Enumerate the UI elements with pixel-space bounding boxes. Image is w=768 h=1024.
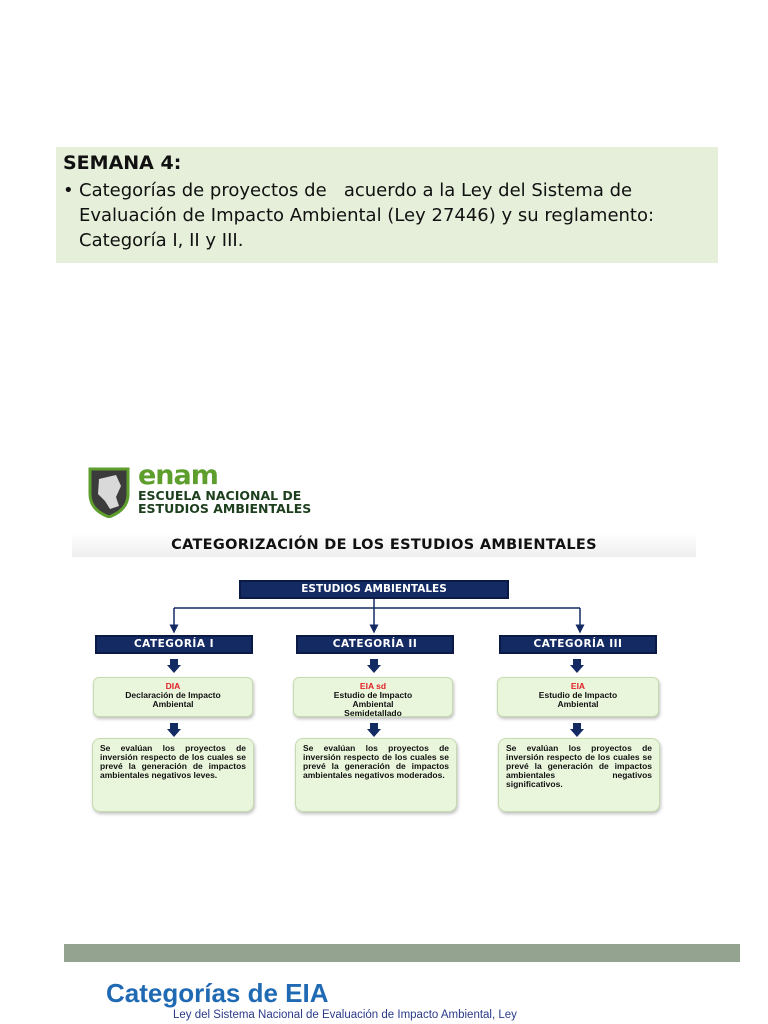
down-arrow-icon [367,723,381,737]
logo-school-name [138,489,311,515]
category-3-header: CATEGORÍA III [499,635,657,654]
category-2-description: Se evalúan los proyectos de inversión respecto de los cuales se prevé la generación de impactos ambientales negativos moderados. [295,738,457,812]
category-3-code: EIA [570,681,586,691]
down-arrow-icon [167,659,181,673]
down-arrow-icon [167,723,181,737]
category-1-name: Declaración de Impacto Ambiental [125,690,221,709]
category-3-study-box [497,677,659,717]
category-2-code: EIA sd [359,681,387,691]
category-1-description: Se evalúan los proyectos de inversión respecto de los cuales se prevé la generación de impactos ambientales negativos leves. [92,738,254,812]
enam-logo [86,462,386,522]
down-arrow-icon [570,659,584,673]
category-3-name: Estudio de Impacto Ambiental [538,690,618,709]
diagram-title: CATEGORIZACIÓN DE LOS ESTUDIOS AMBIENTALES [72,533,696,557]
down-arrow-icon [570,723,584,737]
footer-divider-bar [64,944,740,962]
semana-bullet-text: Categorías de proyectos de acuerdo a la Ley del Sistema de Evaluación de Impacto Ambiental (Ley 27446) y su reglamento: Categoría I, II y III. [79,180,655,251]
category-3-description: Se evalúan los proyectos de inversión respecto de los cuales se prevé la generación de impactos ambientales negativos significativos. [498,738,660,812]
shield-logo-icon [86,464,132,518]
category-2-name: Estudio de Impacto Ambiental Semidetallado [333,690,413,718]
bullet-dot: • [63,180,74,201]
root-box: ESTUDIOS AMBIENTALES [239,580,509,599]
category-2-header: CATEGORÍA II [296,635,454,654]
category-1-code: DIA [165,681,181,691]
category-1-header: CATEGORÍA I [95,635,253,654]
semana-bullet [63,178,711,253]
logo-brand: enam [138,460,218,491]
semana-title: SEMANA 4: [63,152,182,174]
category-1-study-box [93,677,253,717]
down-arrow-icon [367,659,381,673]
logo-line-2: ESTUDIOS AMBIENTALES [138,501,312,516]
footer-subtitle: Ley del Sistema Nacional de Evaluación de Impacto Ambiental, Ley [173,1009,517,1021]
semana-box [56,147,718,263]
logo-line-1: ESCUELA NACIONAL DE [138,488,302,503]
footer-title: Categorías de EIA [106,978,329,1008]
category-2-study-box [293,677,453,717]
